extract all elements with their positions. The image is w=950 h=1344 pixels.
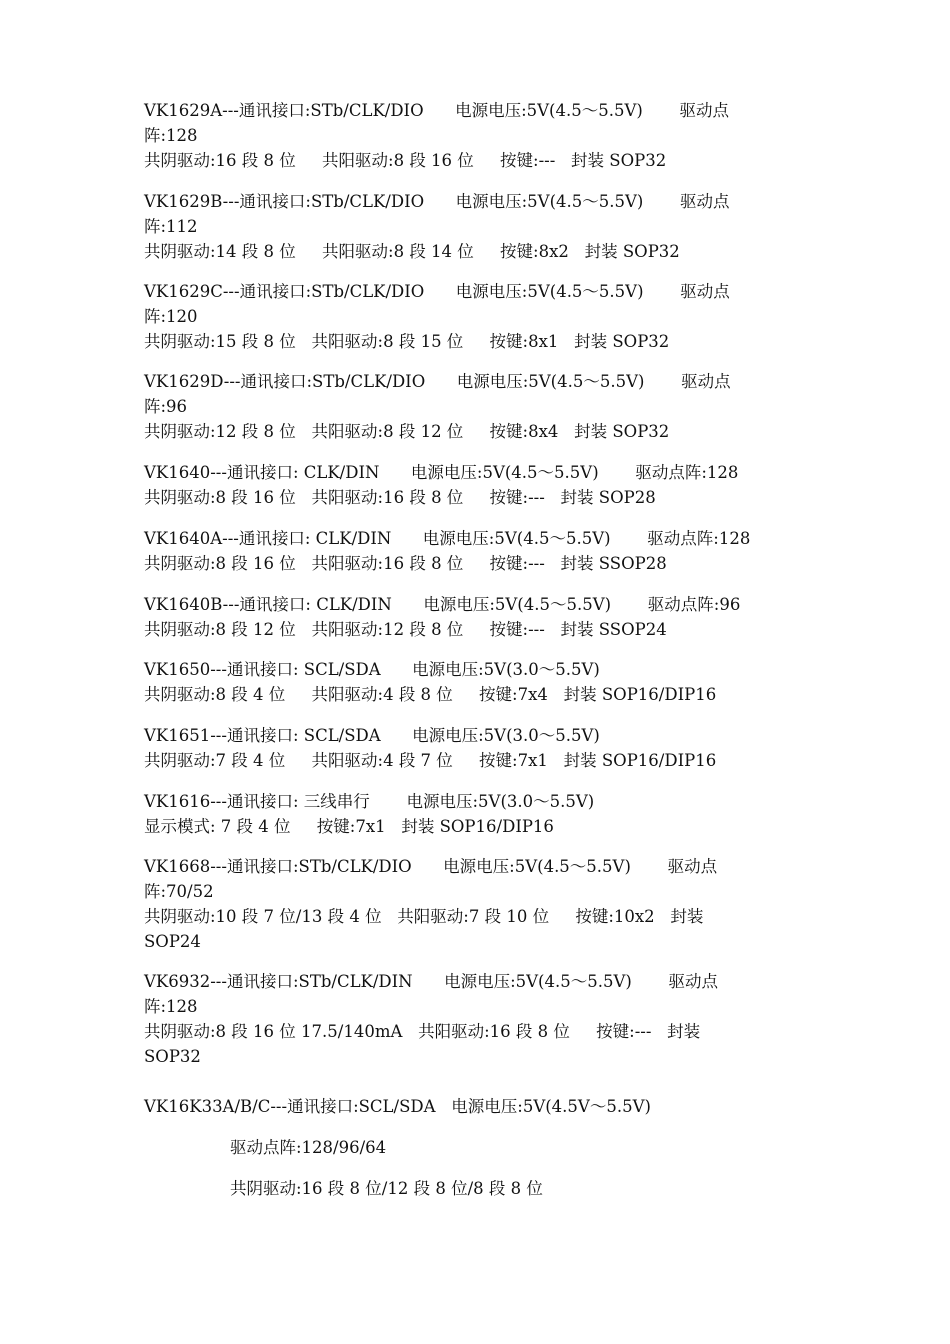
text-line: VK1616---通讯接口: 三线串行 电源电压:5V(3.0～5.5V) xyxy=(144,792,595,811)
text-line: 显示模式: 7 段 4 位 按键:7x1 封装 SOP16/DIP16 xyxy=(144,817,554,836)
text-line: 阵:96 xyxy=(144,397,188,416)
text-line: VK1640B---通讯接口: CLK/DIN 电源电压:5V(4.5～5.5V) 驱动点阵:96 xyxy=(144,595,741,614)
text-line: 共阴驱动:16 段 8 位 共阳驱动:8 段 16 位 按键:--- 封装 SOP32 xyxy=(144,151,667,170)
text-line: VK1650---通讯接口: SCL/SDA 电源电压:5V(3.0～5.5V) xyxy=(144,660,600,679)
text-line: VK1651---通讯接口: SCL/SDA 电源电压:5V(3.0～5.5V) xyxy=(144,726,600,745)
text-line: VK1640---通讯接口: CLK/DIN 电源电压:5V(4.5～5.5V) 驱动点阵:128 xyxy=(144,463,739,482)
text-line: 阵:128 xyxy=(144,997,198,1016)
text-line: VK1640A---通讯接口: CLK/DIN 电源电压:5V(4.5～5.5V) 驱动点阵:128 xyxy=(144,529,751,548)
text-line: SOP32 xyxy=(144,1047,201,1066)
text-line: 阵:112 xyxy=(144,217,198,236)
text-line: 阵:70/52 xyxy=(144,882,214,901)
text-line: VK16K33A/B/C---通讯接口:SCL/SDA 电源电压:5V(4.5V～5.5V) xyxy=(144,1097,651,1116)
text-line: 驱动点阵:128/96/64 xyxy=(230,1138,387,1157)
text-line: 共阴驱动:7 段 4 位 共阳驱动:4 段 7 位 按键:7x1 封装 SOP16/DIP16 xyxy=(144,751,717,770)
text-line: 共阴驱动:10 段 7 位/13 段 4 位 共阳驱动:7 段 10 位 按键:10x2 封装 xyxy=(144,907,704,926)
text-line: 共阴驱动:8 段 12 位 共阳驱动:12 段 8 位 按键:--- 封装 SSOP24 xyxy=(144,620,667,639)
text-line: 共阴驱动:8 段 16 位 共阳驱动:16 段 8 位 按键:--- 封装 SOP28 xyxy=(144,488,656,507)
text-line: 共阴驱动:16 段 8 位/12 段 8 位/8 段 8 位 xyxy=(230,1179,543,1198)
text-line: 共阴驱动:14 段 8 位 共阳驱动:8 段 14 位 按键:8x2 封装 SOP32 xyxy=(144,242,680,261)
text-line: 共阴驱动:12 段 8 位 共阳驱动:8 段 12 位 按键:8x4 封装 SOP32 xyxy=(144,422,670,441)
text-line: 阵:120 xyxy=(144,307,198,326)
text-line: VK1629D---通讯接口:STb/CLK/DIO 电源电压:5V(4.5～5.5V) 驱动点 xyxy=(144,372,731,391)
text-line: VK1629B---通讯接口:STb/CLK/DIO 电源电压:5V(4.5～5.5V) 驱动点 xyxy=(144,192,730,211)
text-line: VK6932---通讯接口:STb/CLK/DIN 电源电压:5V(4.5～5.5V) 驱动点 xyxy=(144,972,719,991)
text-line: 共阴驱动:15 段 8 位 共阳驱动:8 段 15 位 按键:8x1 封装 SOP32 xyxy=(144,332,670,351)
text-line: VK1668---通讯接口:STb/CLK/DIO 电源电压:5V(4.5～5.5V) 驱动点 xyxy=(144,857,718,876)
text-line: VK1629A---通讯接口:STb/CLK/DIO 电源电压:5V(4.5～5.5V) 驱动点 xyxy=(144,101,730,120)
text-line: 共阴驱动:8 段 4 位 共阳驱动:4 段 8 位 按键:7x4 封装 SOP16/DIP16 xyxy=(144,685,717,704)
text-line: 共阴驱动:8 段 16 位 17.5/140mA 共阳驱动:16 段 8 位 按键:--- 封装 xyxy=(144,1022,701,1041)
text-line: VK1629C---通讯接口:STb/CLK/DIO 电源电压:5V(4.5～5.5V) 驱动点 xyxy=(144,282,730,301)
text-line: SOP24 xyxy=(144,932,201,951)
text-line: 阵:128 xyxy=(144,126,198,145)
text-line: 共阴驱动:8 段 16 位 共阳驱动:16 段 8 位 按键:--- 封装 SSOP28 xyxy=(144,554,667,573)
